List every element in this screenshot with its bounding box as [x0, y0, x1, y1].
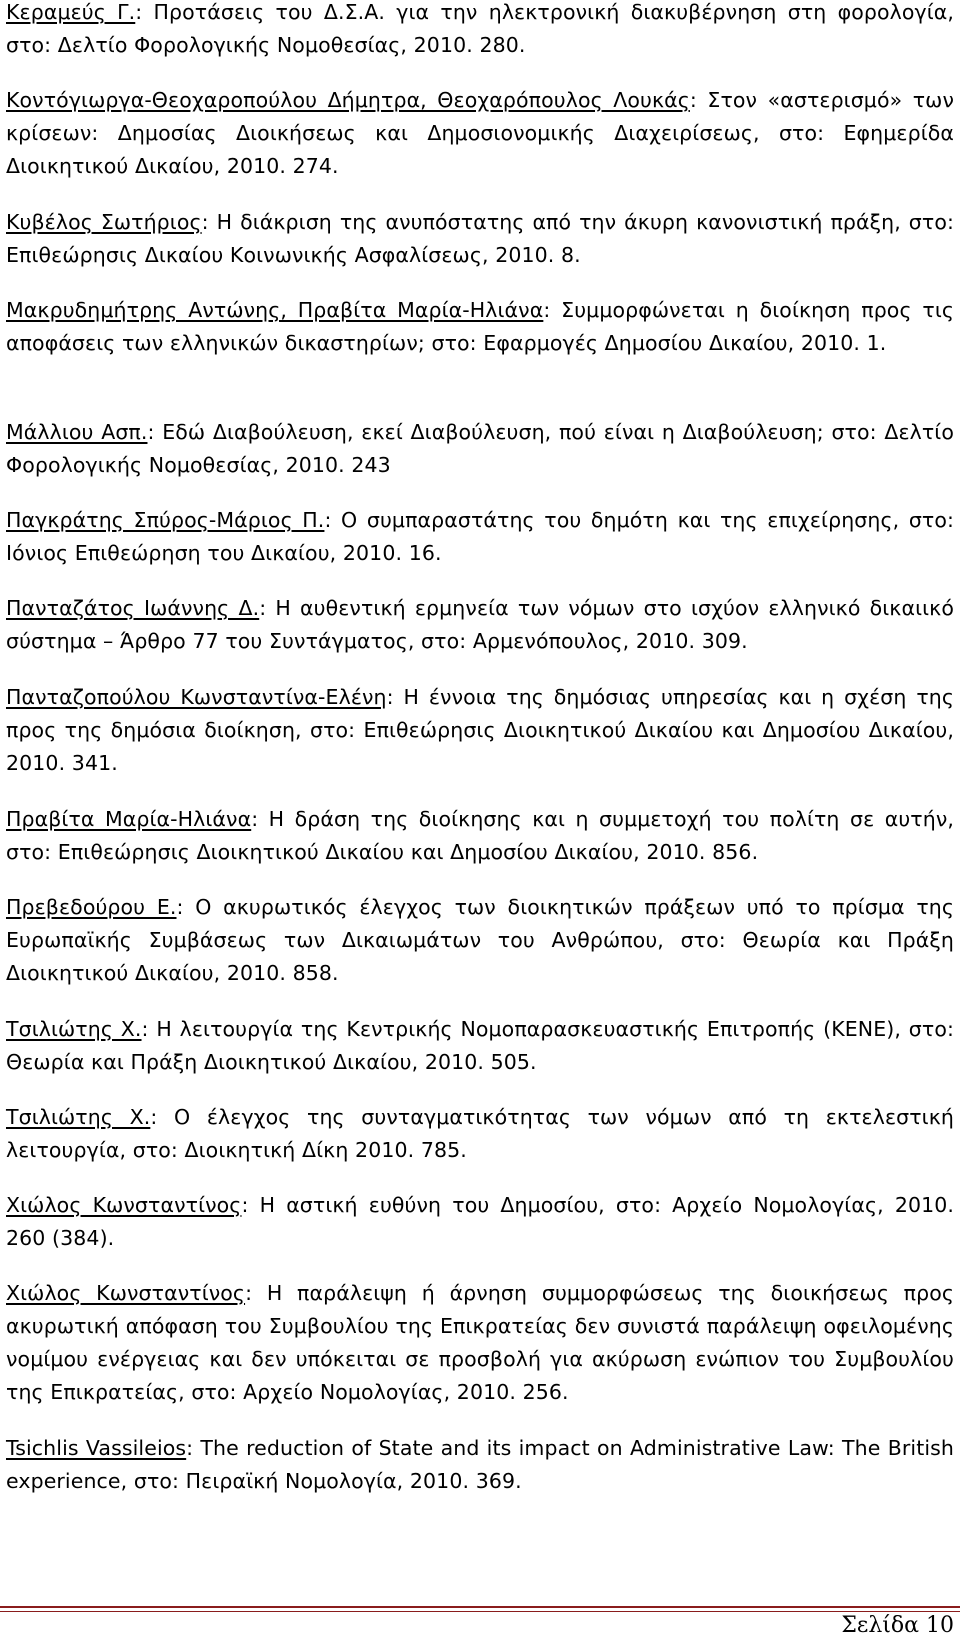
entry-separator: :: [241, 1193, 260, 1217]
entry-text: Εδώ Διαβούλευση, εκεί Διαβούλευση, πού είναι η Διαβούλευση; στο: Δελτίο Φορολογικής Νομοθεσίας, 2010. 243: [6, 420, 954, 477]
entry-separator: :: [543, 298, 562, 322]
entry-text: Η έννοια της δημόσιας υπηρεσίας και η σχέση της προς της δημόσια διοίκηση, στο: Επιθεώρησις Διοικητικού Δικαίου και Δημοσίου Δικαίου, 2010. 341.: [6, 685, 954, 775]
entry-author: Πανταζοπούλου Κωνσταντίνα-Ελένη: [6, 685, 387, 709]
entry-text: Η αυθεντική ερμηνεία των νόμων στο ισχύον ελληνικό δικαιικό σύστημα – Άρθρο 77 του Συντάγματος, στο: Αρμενόπουλος, 2010. 309.: [6, 596, 954, 653]
entry-author: Πραβίτα Μαρία-Ηλιάνα: [6, 807, 252, 831]
bibliography-entry: [6, 0, 954, 62]
entry-separator: :: [245, 1281, 267, 1305]
entry-text: Στον «αστερισμό» των κρίσεων: Δημοσίας Διοικήσεως και Δημοσιονομικής Διαχειρίσεως, στο: Εφημερίδα Διοικητικού Δικαίου, 2010. 274.: [6, 88, 954, 178]
entry-author: Τσιλιώτης Χ.: [6, 1017, 142, 1041]
entry-author: Κυβέλος Σωτήριος: [6, 210, 202, 234]
entry-text: Η δράση της διοίκησης και η συμμετοχή του πολίτη σε αυτήν, στο: Επιθεώρησις Διοικητικού Δικαίου και Δημοσίου Δικαίου, 2010. 856.: [6, 807, 954, 864]
bibliography-entry: [6, 294, 954, 360]
bibliography-entry: [6, 803, 954, 869]
entry-text: Προτάσεις του Δ.Σ.Α. για την ηλεκτρονική διακυβέρνηση στη φορολογία, στο: Δελτίο Φορολογικής Νομοθεσίας, 2010. 280.: [6, 0, 954, 57]
entry-author: Χιώλος Κωνσταντίνος: [6, 1281, 246, 1305]
entry-author: Παγκράτης Σπύρος-Μάριος Π.: [6, 508, 325, 532]
entry-author: Μάλλιου Ασπ.: [6, 420, 148, 444]
bibliography-entry: [6, 891, 954, 990]
entry-separator: :: [176, 895, 196, 919]
entry-separator: :: [324, 508, 342, 532]
entry-text: Η αστική ευθύνη του Δημοσίου, στο: Αρχείο Νομολογίας, 2010. 260 (384).: [6, 1193, 955, 1250]
entry-separator: :: [201, 210, 217, 234]
bibliography-entry: [6, 84, 954, 183]
entry-author: Τσιλιώτης Χ.: [6, 1105, 151, 1129]
entry-text: Ο έλεγχος της συνταγματικότητας των νόμων από τη εκτελεστική λειτουργία, στο: Διοικητική Δίκη 2010. 785.: [6, 1105, 954, 1162]
entry-separator: :: [689, 88, 708, 112]
entry-separator: :: [150, 1105, 174, 1129]
entry-separator: :: [135, 0, 154, 24]
page-number: Σελίδα 10: [841, 1613, 954, 1638]
bibliography-entry: [6, 1013, 954, 1079]
entry-text: Η παράλειψη ή άρνηση συμμορφώσεως της διοικήσεως προς ακυρωτική απόφαση του Συμβουλίου της Επικρατείας δεν συνιστά παράλειψη οφειλομένης νομίμου ενέργειας και δεν υπόκειται σε προσβολή για ακύρωση ενώπιον του Συμβουλίου της Επικρατείας, στο: Αρχείο Νομολογίας, 2010. 256.: [6, 1281, 955, 1404]
bibliography-entry: [6, 681, 954, 780]
entry-text: Συμμορφώνεται η διοίκηση προς τις αποφάσεις των ελληνικών δικαστηρίων; στο: Εφαρμογές Δημοσίου Δικαίου, 2010. 1.: [6, 298, 954, 355]
entry-author: Μακρυδημήτρης Αντώνης, Πραβίτα Μαρία-Ηλιάνα: [6, 298, 544, 322]
entry-separator: :: [141, 1017, 157, 1041]
entry-author: Κεραμεύς Γ.: [6, 0, 136, 24]
bibliography-entry: [6, 1432, 954, 1498]
entry-separator: :: [386, 685, 404, 709]
entry-separator: :: [186, 1436, 201, 1460]
entry-text: Η διάκριση της ανυπόστατης από την άκυρη κανονιστική πράξη, στο: Επιθεώρησις Δικαίου Κοινωνικής Ασφαλίσεως, 2010. 8.: [6, 210, 954, 267]
entry-text: Η λειτουργία της Κεντρικής Νομοπαρασκευαστικής Επιτροπής (ΚΕΝΕ), στο: Θεωρία και Πράξη Διοικητικού Δικαίου, 2010. 505.: [6, 1017, 954, 1074]
entry-text: Ο ακυρωτικός έλεγχος των διοικητικών πράξεων υπό το πρίσμα της Ευρωπαϊκής Συμβάσεως των Δικαιωμάτων του Ανθρώπου, στο: Θεωρία και Πράξη Διοικητικού Δικαίου, 2010. 858.: [6, 895, 955, 985]
bibliography-entry: [6, 1101, 954, 1167]
entry-text: Ο συμπαραστάτης του δημότη και της επιχείρησης, στο: Ιόνιος Επιθεώρηση του Δικαίου, 2010. 16.: [6, 508, 954, 565]
entry-separator: :: [251, 807, 269, 831]
footer-divider: [0, 1606, 960, 1612]
bibliography-entry: [6, 416, 954, 482]
entry-author: Πρεβεδούρου Ε.: [6, 895, 177, 919]
entry-author: Χιώλος Κωνσταντίνος: [6, 1193, 242, 1217]
entry-author: Πανταζάτος Ιωάννης Δ.: [6, 596, 260, 620]
bibliography-entry: [6, 1277, 954, 1409]
bibliography-entry: [6, 504, 954, 570]
bibliography-entry: [6, 1189, 954, 1255]
entry-text: The reduction of State and its impact on Administrative Law: The British experience, στο: Πειραϊκή Νομολογία, 2010. 369.: [6, 1436, 954, 1493]
entry-separator: :: [259, 596, 276, 620]
bibliography-entry: [6, 206, 954, 272]
entry-author: Tsichlis Vassileios: [6, 1436, 187, 1460]
bibliography-entry: [6, 592, 954, 658]
entry-author: Κοντόγιωργα-Θεοχαροπούλου Δήμητρα, Θεοχαρόπουλος Λουκάς: [6, 88, 690, 112]
entry-separator: :: [147, 420, 163, 444]
